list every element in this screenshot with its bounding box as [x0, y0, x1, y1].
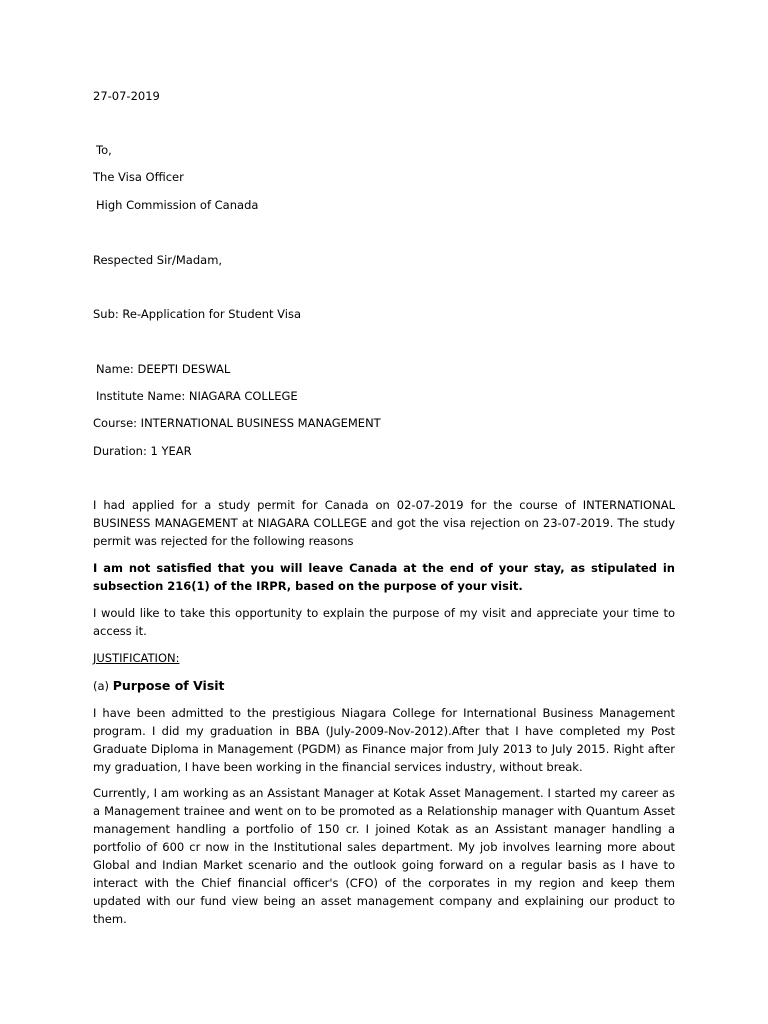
institute-name: Institute Name: NIAGARA COLLEGE	[96, 389, 298, 403]
recipient-title: The Visa Officer	[93, 170, 184, 184]
letter-to: To,	[96, 143, 112, 157]
course-duration: Duration: 1 YEAR	[93, 444, 192, 458]
admission-paragraph: I have been admitted to the prestigious Niagara College for International Business Management program. I did my graduation in BBA (July-2009-Nov-2012).After that I have completed my Post Graduate Diploma in Management (PGDM) as Finance major from July 2013 to July 2015. Right after my graduation, I have been working in the financial services industry, without break.	[93, 706, 675, 774]
subject-line: Sub: Re-Application for Student Visa	[93, 307, 302, 321]
current-role-paragraph: Currently, I am working as an Assistant Manager at Kotak Asset Management. I started my career as a Management trainee and went on to be promoted as a Relationship manager with Quantum Asset management handling a portfolio of 150 cr. I joined Kotak as an Assistant manager handling a portfolio of 600 cr now in the Institutional sales department. My job involves learning more about Global and Indian Market scenario and the outlook going forward on a regular basis as I have to interact with the Chief financial officer's (CFO) of the corporates in my region and keep them updated with our fund view being an asset management company and explaining our product to them.	[93, 786, 675, 926]
letter-date: 27-07-2019	[93, 89, 160, 103]
justification-heading: JUSTIFICATION:	[93, 651, 180, 665]
recipient-org: High Commission of Canada	[96, 198, 259, 212]
salutation: Respected Sir/Madam,	[93, 253, 223, 267]
applicant-name: Name: DEEPTI DESWAL	[96, 362, 231, 376]
intro-paragraph: I had applied for a study permit for Canada on 02-07-2019 for the course of INTERNATIONAL BUSINESS MANAGEMENT at NIAGARA COLLEGE and got the visa rejection on 23-07-2019. The study permit was rejected for the following reasons	[93, 498, 675, 548]
section-a-heading	[93, 677, 225, 695]
opportunity-paragraph: I would like to take this opportunity to explain the purpose of my visit and appreciate your time to access it.	[93, 606, 675, 638]
rejection-reason-paragraph: I am not satisfied that you will leave Canada at the end of your stay, as stipulated in subsection 216(1) of the IRPR, based on the purpose of your visit.	[93, 561, 675, 593]
course-name: Course: INTERNATIONAL BUSINESS MANAGEMENT	[93, 416, 381, 430]
section-a-title: Purpose of Visit	[112, 678, 225, 693]
section-a-prefix: (a)	[93, 679, 110, 693]
